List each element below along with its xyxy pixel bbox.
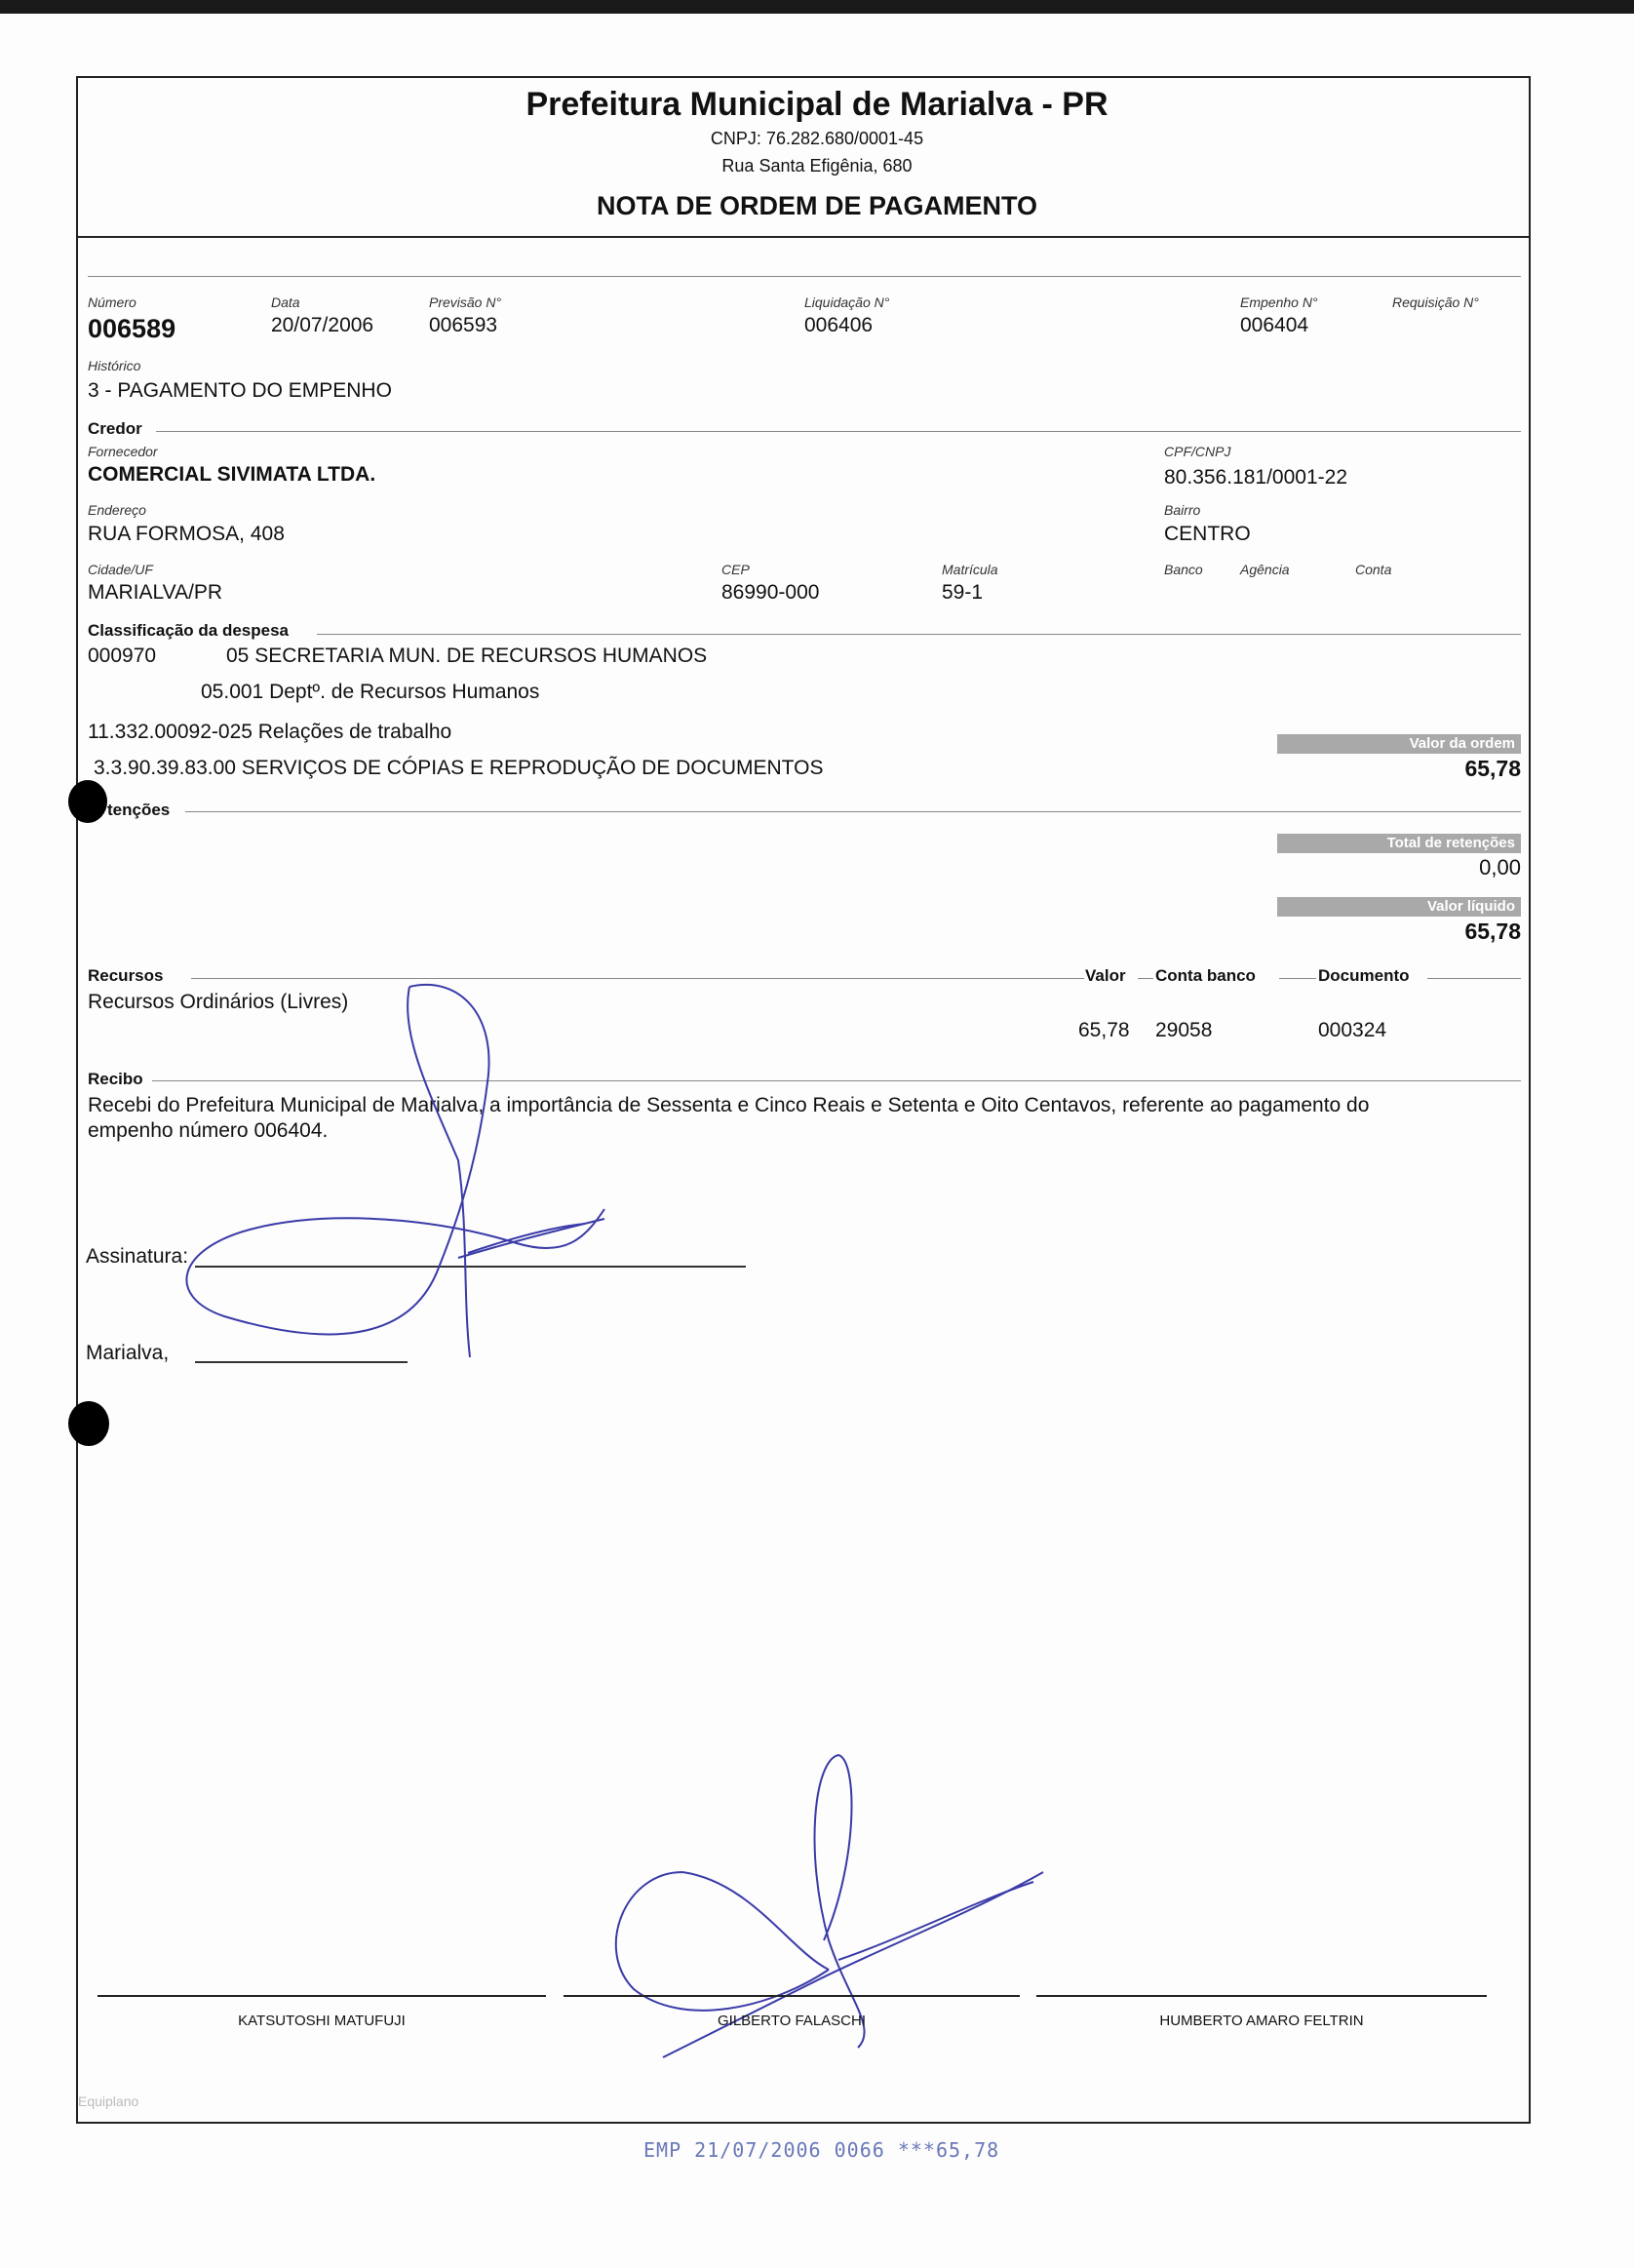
cpf-label: CPF/CNPJ — [1164, 444, 1231, 459]
cidade-label: Cidade/UF — [88, 562, 153, 577]
bairro-value: CENTRO — [1164, 523, 1251, 545]
total-retencoes-value: 0,00 — [1479, 855, 1521, 880]
fornecedor-value: COMERCIAL SIVIMATA LTDA. — [88, 463, 376, 486]
assinatura-label: Assinatura: — [86, 1245, 189, 1268]
classificacao-code: 000970 — [88, 645, 157, 667]
document-title: NOTA DE ORDEM DE PAGAMENTO — [596, 191, 1037, 220]
empenho-label: Empenho N° — [1240, 294, 1318, 310]
recursos-valor: 65,78 — [1078, 1019, 1130, 1041]
funcional-value: 11.332.00092-025 Relações de trabalho — [88, 721, 452, 743]
elemento-value: 3.3.90.39.83.00 SERVIÇOS DE CÓPIAS E REPRODUÇÃO DE DOCUMENTOS — [94, 757, 824, 779]
cpf-value: 80.356.181/0001-22 — [1164, 466, 1348, 489]
numero-value: 006589 — [88, 314, 176, 343]
signature-line-2 — [564, 1995, 1020, 1997]
numero-label: Número — [88, 294, 136, 310]
empenho-value: 006404 — [1240, 314, 1309, 336]
valor-ordem-value: 65,78 — [1464, 756, 1521, 781]
address-line: Rua Santa Efigênia, 680 — [721, 156, 913, 176]
footer-brand: Equiplano — [78, 2093, 139, 2109]
cidade-value: MARIALVA/PR — [88, 581, 223, 604]
dept-value: 05.001 Deptº. de Recursos Humanos — [201, 681, 540, 703]
valor-ordem-header: Valor da ordem — [1277, 734, 1521, 754]
signatory-3: HUMBERTO AMARO FELTRIN — [1159, 2013, 1364, 2029]
classificacao-section: Classificação da despesa — [88, 621, 290, 640]
conta-label: Conta — [1355, 562, 1392, 577]
documento-col-label: Documento — [1318, 966, 1410, 985]
signatory-1: KATSUTOSHI MATUFUJI — [238, 2013, 406, 2029]
previsao-label: Previsão N° — [429, 294, 502, 310]
footer-stamp: EMP 21/07/2006 0066 ***65,78 — [643, 2138, 1000, 2162]
valor-col-label: Valor — [1085, 966, 1126, 985]
valor-liquido-header: Valor líquido — [1277, 897, 1521, 917]
data-value: 20/07/2006 — [271, 314, 374, 336]
valor-liquido-value: 65,78 — [1464, 919, 1521, 944]
secretaria-value: 05 SECRETARIA MUN. DE RECURSOS HUMANOS — [226, 645, 708, 667]
historico-label: Histórico — [88, 358, 141, 373]
recursos-conta: 29058 — [1155, 1019, 1213, 1041]
recibo-line2: empenho número 006404. — [88, 1119, 329, 1142]
liquidacao-value: 006406 — [804, 314, 874, 336]
conta-banco-col-label: Conta banco — [1155, 966, 1256, 985]
endereco-label: Endereço — [88, 502, 146, 518]
bairro-label: Bairro — [1164, 502, 1201, 518]
municipality-title: Prefeitura Municipal de Marialva - PR — [525, 86, 1109, 123]
endereco-value: RUA FORMOSA, 408 — [88, 523, 285, 545]
recursos-fonte: Recursos Ordinários (Livres) — [88, 991, 349, 1013]
recibo-line1: Recebi do Prefeitura Municipal de Marialva, a importância de Sessenta e Cinco Reais e Setenta e Oito Centavos, referente ao pagamento do — [88, 1094, 1370, 1116]
recursos-documento: 000324 — [1318, 1019, 1387, 1041]
historico-value: 3 - PAGAMENTO DO EMPENHO — [88, 379, 392, 402]
agencia-label: Agência — [1240, 562, 1290, 577]
cep-value: 86990-000 — [721, 581, 820, 604]
matricula-label: Matrícula — [942, 562, 998, 577]
cnpj-line: CNPJ: 76.282.680/0001-45 — [710, 129, 924, 148]
retencoes-section: tenções — [107, 801, 171, 819]
cep-label: CEP — [721, 562, 750, 577]
total-retencoes-header: Total de retenções — [1277, 834, 1521, 853]
requisicao-label: Requisição N° — [1392, 294, 1479, 310]
matricula-value: 59-1 — [942, 581, 984, 604]
signature-line-3 — [1036, 1995, 1487, 1997]
data-label: Data — [271, 294, 300, 310]
signature-line-1 — [97, 1995, 546, 1997]
liquidacao-label: Liquidação N° — [804, 294, 890, 310]
banco-label: Banco — [1164, 562, 1203, 577]
credor-section: Credor — [88, 419, 142, 438]
recibo-section: Recibo — [88, 1070, 143, 1088]
local-label: Marialva, — [86, 1342, 170, 1364]
signatory-2: GILBERTO FALASCHI — [718, 2013, 866, 2029]
fornecedor-label: Fornecedor — [88, 444, 158, 459]
recursos-section: Recursos — [88, 966, 164, 985]
previsao-value: 006593 — [429, 314, 498, 336]
